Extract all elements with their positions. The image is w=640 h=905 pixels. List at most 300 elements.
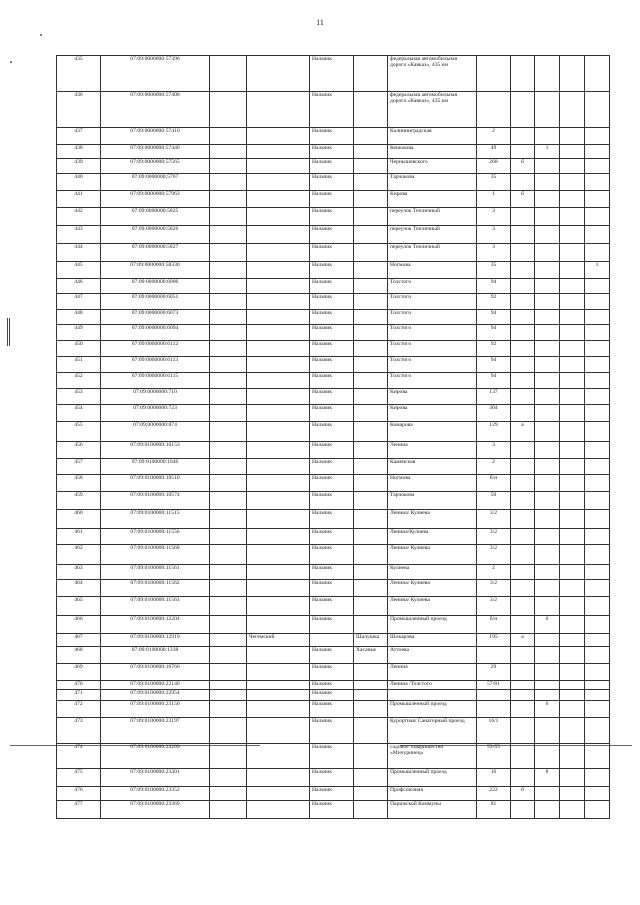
district-cell [247, 787, 310, 801]
table-row [57, 159, 610, 174]
district-cell [247, 226, 310, 244]
locality-cell: Хасанья [354, 647, 388, 664]
blank-cell [560, 801, 585, 819]
blank-cell [210, 373, 247, 389]
unit-cell [535, 634, 560, 647]
locality-cell [354, 310, 388, 325]
blank-cell [560, 442, 585, 459]
row-number-cell: 475 [57, 769, 101, 787]
blank-cell [210, 145, 247, 159]
city-cell: Нальчик [310, 744, 354, 769]
cadastral-number-cell: 07:09:0000000:57440 [101, 145, 210, 159]
building-cell [511, 325, 535, 341]
table-row [57, 174, 610, 191]
table-row [57, 475, 610, 492]
row-number-cell: 464 [57, 580, 101, 597]
street-cell [388, 690, 477, 701]
building-cell: а [511, 634, 535, 647]
house-cell: 195 [477, 634, 511, 647]
building-cell [511, 701, 535, 718]
locality-cell [354, 325, 388, 341]
city-cell: Нальчик [310, 357, 354, 373]
blank-cell [210, 718, 247, 744]
street-cell: переулок Тепличный [388, 226, 477, 244]
blank-cell [210, 422, 247, 442]
house-cell: 3/2 [477, 510, 511, 529]
house-cell: 50 [477, 492, 511, 510]
unit-cell [535, 357, 560, 373]
house-cell: 3 [477, 226, 511, 244]
unit-cell [535, 690, 560, 701]
cadastral-number-cell: 07:09:0100000:1046 [101, 459, 210, 475]
blank-cell [560, 422, 585, 442]
row-number-cell: 449 [57, 325, 101, 341]
table-row [57, 341, 610, 357]
cadastral-number-cell: 07:09:0100000:10510 [101, 475, 210, 492]
row-number-cell: 436 [57, 92, 101, 128]
row-number-cell: 466 [57, 616, 101, 634]
house-cell [477, 56, 511, 92]
blank-cell [210, 787, 247, 801]
district-cell [247, 664, 310, 681]
city-cell: Нальчик [310, 191, 354, 208]
house-cell: 94 [477, 310, 511, 325]
unit-cell [535, 191, 560, 208]
cadastral-number-cell: 07:09:0000000:57396 [101, 56, 210, 92]
table-row [57, 545, 610, 565]
blank-cell [210, 597, 247, 616]
extra-cell [585, 174, 610, 191]
district-cell [247, 442, 310, 459]
blank-cell [560, 718, 585, 744]
blank-cell [210, 191, 247, 208]
city-cell: Нальчик [310, 510, 354, 529]
locality-cell [354, 801, 388, 819]
row-number-cell: 469 [57, 664, 101, 681]
blank-cell [560, 145, 585, 159]
blank-cell [560, 744, 585, 769]
locality-cell [354, 357, 388, 373]
extra-cell [585, 744, 610, 769]
row-number-cell: 444 [57, 244, 101, 262]
row-number-cell: 446 [57, 279, 101, 294]
blank-cell [560, 159, 585, 174]
city-cell: Нальчик [310, 681, 354, 690]
district-cell [247, 405, 310, 422]
unit-cell [535, 422, 560, 442]
locality-cell [354, 580, 388, 597]
unit-cell [535, 459, 560, 475]
table-row [57, 145, 610, 159]
table-row [57, 279, 610, 294]
building-cell [511, 529, 535, 545]
locality-cell [354, 405, 388, 422]
row-number-cell: 439 [57, 159, 101, 174]
row-number-cell: 450 [57, 341, 101, 357]
district-cell [247, 801, 310, 819]
street-cell: Ленина/ Кулиева [388, 510, 477, 529]
table-row [57, 128, 610, 145]
street-cell: Толстого [388, 341, 477, 357]
row-number-cell: 470 [57, 681, 101, 690]
unit-cell [535, 279, 560, 294]
cadastral-number-cell: 07:09:0100000:23197 [101, 718, 210, 744]
locality-cell [354, 690, 388, 701]
extra-cell: 1 [585, 262, 610, 279]
locality-cell [354, 565, 388, 580]
row-number-cell: 454 [57, 405, 101, 422]
street-cell: Кирова [388, 389, 477, 405]
house-cell: 1 [477, 191, 511, 208]
cadastral-number-cell: 07:09:0100000:23369 [101, 801, 210, 819]
row-number-cell: 468 [57, 647, 101, 664]
blank-cell [210, 769, 247, 787]
blank-cell [210, 801, 247, 819]
cadastral-number-cell: 07:09:0100000:23209 [101, 744, 210, 769]
extra-cell [585, 647, 610, 664]
cadastral-number-cell: 07:09:0000000:5826 [101, 226, 210, 244]
cadastral-number-cell: 07:09:0100000:10153 [101, 442, 210, 459]
blank-cell [560, 174, 585, 191]
extra-cell [585, 690, 610, 701]
locality-cell [354, 769, 388, 787]
blank-cell [210, 647, 247, 664]
row-number-cell: 442 [57, 208, 101, 226]
unit-cell [535, 744, 560, 769]
unit-cell [535, 492, 560, 510]
page-number: 11 [316, 18, 324, 27]
blank-cell [560, 208, 585, 226]
blank-cell [210, 310, 247, 325]
blank-cell [210, 389, 247, 405]
row-number-cell: 437 [57, 128, 101, 145]
extra-cell [585, 244, 610, 262]
extra-cell [585, 208, 610, 226]
district-cell [247, 325, 310, 341]
locality-cell [354, 226, 388, 244]
blank-cell [210, 279, 247, 294]
table-row [57, 56, 610, 92]
district-cell [247, 373, 310, 389]
blank-cell [210, 262, 247, 279]
blank-cell [560, 191, 585, 208]
unit-cell [535, 389, 560, 405]
extra-cell [585, 769, 610, 787]
city-cell: Нальчик [310, 545, 354, 565]
unit-cell [535, 647, 560, 664]
building-cell [511, 475, 535, 492]
district-cell [247, 690, 310, 701]
building-cell [511, 262, 535, 279]
street-cell: Тарчокова [388, 492, 477, 510]
blank-cell [210, 475, 247, 492]
district-cell [247, 174, 310, 191]
row-number-cell: 453 [57, 389, 101, 405]
cadastral-number-cell: 07:09:0100000:10574 [101, 492, 210, 510]
street-cell: Курортная/ Санаторный проезд [388, 718, 477, 744]
street-cell: Парижской Коммуны [388, 801, 477, 819]
street-cell: Толстого [388, 279, 477, 294]
extra-cell [585, 634, 610, 647]
blank-cell [560, 690, 585, 701]
building-cell [511, 647, 535, 664]
district-cell [247, 459, 310, 475]
locality-cell [354, 744, 388, 769]
locality-cell [354, 294, 388, 310]
table-row [57, 510, 610, 529]
blank-cell [560, 226, 585, 244]
district-cell [247, 357, 310, 373]
table-row [57, 294, 610, 310]
building-cell [511, 405, 535, 422]
extra-cell [585, 191, 610, 208]
street-cell: Промышленный проезд [388, 769, 477, 787]
street-cell: федеральная автомобильная дорога «Кавказ», 435 км [388, 56, 477, 92]
locality-cell [354, 492, 388, 510]
locality-cell [354, 373, 388, 389]
building-cell [511, 373, 535, 389]
street-cell: Ленина/ Кулиева [388, 580, 477, 597]
house-cell: 94 [477, 373, 511, 389]
blank-cell [560, 565, 585, 580]
blank-cell [560, 529, 585, 545]
row-number-cell: 467 [57, 634, 101, 647]
blank-cell [560, 310, 585, 325]
extra-cell [585, 159, 610, 174]
blank-cell [560, 769, 585, 787]
house-cell [477, 690, 511, 701]
cadastral-number-cell: 07:09:0000000:6094 [101, 325, 210, 341]
row-number-cell: 443 [57, 226, 101, 244]
building-cell [511, 389, 535, 405]
district-cell [247, 475, 310, 492]
district-cell [247, 310, 310, 325]
house-cell: 3/2 [477, 580, 511, 597]
street-cell: Кирова [388, 405, 477, 422]
building-cell [511, 341, 535, 357]
street-cell: садовое товарищество «Мичуринец» [388, 744, 477, 769]
house-cell: 94 [477, 357, 511, 373]
building-cell [511, 597, 535, 616]
extra-cell [585, 325, 610, 341]
table-row [57, 226, 610, 244]
cadastral-number-cell: 07:09:0100000:11561 [101, 565, 210, 580]
row-number-cell: 456 [57, 442, 101, 459]
blank-cell [560, 634, 585, 647]
blank-cell [210, 128, 247, 145]
locality-cell [354, 787, 388, 801]
district-cell: Чегемский [247, 634, 310, 647]
unit-cell: 8 [535, 769, 560, 787]
house-cell: 137 [477, 389, 511, 405]
district-cell [247, 128, 310, 145]
unit-cell [535, 294, 560, 310]
house-cell: 81 [477, 801, 511, 819]
row-number-cell: 476 [57, 787, 101, 801]
margin-mark [9, 318, 10, 346]
blank-cell [210, 174, 247, 191]
street-cell: Ленина /Толстого [388, 681, 477, 690]
street-cell: Комарова [388, 422, 477, 442]
street-cell: Промышленный проезд [388, 616, 477, 634]
city-cell: Нальчик [310, 769, 354, 787]
table-row [57, 664, 610, 681]
building-cell [511, 357, 535, 373]
cadastral-number-cell: 07:09:0100000:23301 [101, 769, 210, 787]
blank-cell [560, 475, 585, 492]
unit-cell: 6 [535, 701, 560, 718]
city-cell: Нальчик [310, 226, 354, 244]
building-cell [511, 492, 535, 510]
street-cell: Профсоюзная [388, 787, 477, 801]
house-cell: 2 [477, 565, 511, 580]
blank-cell [210, 442, 247, 459]
locality-cell [354, 442, 388, 459]
cadastral-number-cell: 07:09:0100000:16766 [101, 664, 210, 681]
row-number-cell: 458 [57, 475, 101, 492]
house-cell: б/н [477, 616, 511, 634]
blank-cell [210, 744, 247, 769]
extra-cell [585, 545, 610, 565]
unit-cell: 6 [535, 616, 560, 634]
locality-cell [354, 664, 388, 681]
table-row [57, 529, 610, 545]
building-cell [511, 226, 535, 244]
extra-cell [585, 128, 610, 145]
blank-cell [210, 92, 247, 128]
district-cell [247, 341, 310, 357]
district-cell [247, 422, 310, 442]
locality-cell [354, 389, 388, 405]
unit-cell [535, 262, 560, 279]
house-cell: 29 [477, 664, 511, 681]
building-cell [511, 801, 535, 819]
extra-cell [585, 718, 610, 744]
extra-cell [585, 422, 610, 442]
city-cell: Нальчик [310, 92, 354, 128]
table-row [57, 310, 610, 325]
locality-cell [354, 208, 388, 226]
table-row [57, 597, 610, 616]
unit-cell [535, 174, 560, 191]
building-cell [511, 690, 535, 701]
scan-dot [10, 61, 12, 63]
house-cell: 129 [477, 422, 511, 442]
extra-cell [585, 92, 610, 128]
building-cell [511, 294, 535, 310]
district-cell [247, 510, 310, 529]
house-cell [477, 92, 511, 128]
city-cell [310, 634, 354, 647]
street-cell: Кирова [388, 191, 477, 208]
city-cell: Нальчик [310, 325, 354, 341]
row-number-cell: 438 [57, 145, 101, 159]
district-cell [247, 244, 310, 262]
blank-cell [560, 92, 585, 128]
district-cell [247, 701, 310, 718]
blank-cell [210, 159, 247, 174]
unit-cell [535, 405, 560, 422]
city-cell: Нальчик [310, 294, 354, 310]
building-cell [511, 442, 535, 459]
row-number-cell: 471 [57, 690, 101, 701]
extra-cell [585, 405, 610, 422]
city-cell: Нальчик [310, 405, 354, 422]
city-cell: Нальчик [310, 145, 354, 159]
house-cell: 3/2 [477, 597, 511, 616]
blank-cell [210, 690, 247, 701]
cadastral-number-cell: 07:09:0000000:6073 [101, 310, 210, 325]
unit-cell [535, 442, 560, 459]
extra-cell [585, 373, 610, 389]
table-row [57, 769, 610, 787]
cadastral-number-cell: 07:09:0100000:11556 [101, 529, 210, 545]
street-cell: Промышленный проезд [388, 701, 477, 718]
row-number-cell: 441 [57, 191, 101, 208]
row-number-cell: 465 [57, 597, 101, 616]
row-number-cell: 474 [57, 744, 101, 769]
street-cell: Ленина [388, 442, 477, 459]
blank-cell [560, 787, 585, 801]
city-cell: Нальчик [310, 159, 354, 174]
city-cell: Нальчик [310, 475, 354, 492]
district-cell [247, 769, 310, 787]
blank-cell [210, 616, 247, 634]
district-cell [247, 744, 310, 769]
street-cell: Тарчокова [388, 174, 477, 191]
extra-cell [585, 442, 610, 459]
extra-cell [585, 459, 610, 475]
locality-cell [354, 244, 388, 262]
building-cell [511, 174, 535, 191]
row-number-cell: 448 [57, 310, 101, 325]
cadastral-number-cell: 07:09:0000000:710 [101, 389, 210, 405]
unit-cell [535, 580, 560, 597]
blank-cell [560, 664, 585, 681]
district-cell [247, 191, 310, 208]
blank-cell [560, 56, 585, 92]
building-cell [511, 279, 535, 294]
house-cell: 35 [477, 174, 511, 191]
building-cell [511, 510, 535, 529]
extra-cell [585, 226, 610, 244]
unit-cell [535, 92, 560, 128]
city-cell: Нальчик [310, 389, 354, 405]
locality-cell: Шалушка [354, 634, 388, 647]
cadastral-number-cell: 07:09:0100000:11562 [101, 580, 210, 597]
blank-cell [560, 647, 585, 664]
district-cell [247, 92, 310, 128]
city-cell: Нальчик [310, 244, 354, 262]
row-number-cell: 463 [57, 565, 101, 580]
building-cell [511, 718, 535, 744]
table-row [57, 92, 610, 128]
table-row [57, 442, 610, 459]
building-cell [511, 128, 535, 145]
house-cell: 49 [477, 145, 511, 159]
building-cell [511, 92, 535, 128]
blank-cell [210, 664, 247, 681]
street-cell: Кулиева [388, 565, 477, 580]
cadastral-number-cell: 07:09:0000000:57963 [101, 191, 210, 208]
building-cell [511, 681, 535, 690]
locality-cell [354, 701, 388, 718]
extra-cell [585, 787, 610, 801]
extra-cell [585, 145, 610, 159]
blank-cell [560, 545, 585, 565]
table-row [57, 647, 610, 664]
blank-cell [560, 294, 585, 310]
